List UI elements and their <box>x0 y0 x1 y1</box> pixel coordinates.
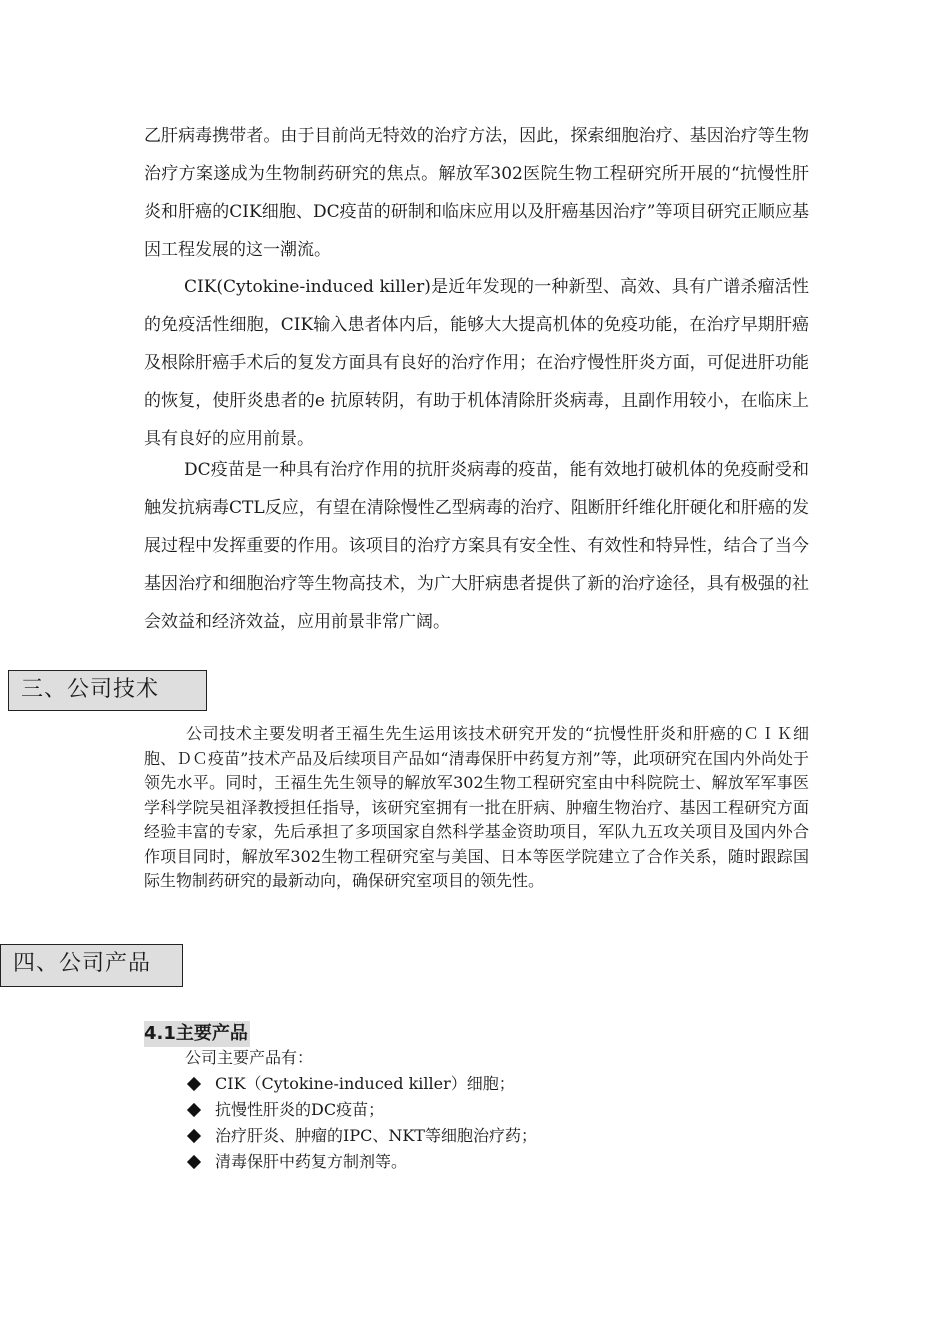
paragraph-dc-vaccine: DC疫苗是一种具有治疗作用的抗肝炎病毒的疫苗，能有效地打破机体的免疫耐受和触发抗病毒CTL反应，有望在清除慢性乙型病毒的治疗、阻断肝纤维化肝硬化和肝癌的发展过程中发挥重要的作用。该项目的治疗方案具有安全性、有效性和特异性，结合了当今基因治疗和细胞治疗等生物高技术，为广大肝病患者提供了新的治疗途径，具有极强的社会效益和经济效益，应用前景非常广阔。 <box>144 460 809 632</box>
diamond-bullet-icon <box>187 1129 201 1143</box>
product-label: 治疗肝炎、肿瘤的IPC、NKT等细胞治疗药； <box>215 1126 537 1145</box>
product-label: 抗慢性肝炎的DC疫苗； <box>215 1100 385 1119</box>
list-item <box>186 1123 537 1149</box>
list-item <box>186 1071 537 1097</box>
product-label: CIK（Cytokine-induced killer）细胞； <box>215 1074 515 1093</box>
diamond-bullet-icon <box>187 1077 201 1091</box>
product-list <box>186 1071 537 1175</box>
diamond-bullet-icon <box>187 1155 201 1169</box>
section-heading-company-products: 四、公司产品 <box>0 944 183 987</box>
paragraph-cik-cells: CIK(Cytokine-induced killer)是近年发现的一种新型、高效、具有广谱杀瘤活性的免疫活性细胞，CIK输入患者体内后，能够大大提高机体的免疫功能，在治疗早期肝癌及根除肝癌手术后的复发方面具有良好的治疗作用；在治疗慢性肝炎方面，可促进肝功能的恢复，使肝炎患者的e 抗原转阴，有助于机体清除肝炎病毒，且副作用较小，在临床上具有良好的应用前景。 <box>144 277 809 449</box>
paragraph-company-technology: 公司技术主要发明者王福生先生运用该技术研究开发的“抗慢性肝炎和肝癌的ＣＩＫ细胞、ＤＣ疫苗”技术产品及后续项目产品如“清毒保肝中药复方剂”等，此项研究在国内外尚处于领先水平。同时，王福生先生领导的解放军302生物工程研究室由中科院院士、解放军军事医学科学院吴祖泽教授担任指导，该研究室拥有一批在肝病、肿瘤生物治疗、基因工程研究方面经验丰富的专家，先后承担了多项国家自然科学基金资助项目，军队九五攻关项目及国内外合作项目同时，解放军302生物工程研究室与美国、日本等医学院建立了合作关系，随时跟踪国际生物制药研究的最新动向，确保研究室项目的领先性。 <box>144 724 809 890</box>
paragraph-hbv-research: 乙肝病毒携带者。由于目前尚无特效的治疗方法，因此，探索细胞治疗、基因治疗等生物治疗方案遂成为生物制药研究的焦点。解放军302医院生物工程研究所开展的“抗慢性肝炎和肝癌的CIK细胞、DC疫苗的研制和临床应用以及肝癌基因治疗”等项目研究正顺应基因工程发展的这一潮流。 <box>144 126 809 260</box>
diamond-bullet-icon <box>187 1103 201 1117</box>
list-item <box>186 1149 537 1175</box>
section-heading-company-technology: 三、公司技术 <box>8 670 207 711</box>
subheading-main-products: 4.1主要产品 <box>144 1021 250 1047</box>
list-item <box>186 1097 537 1123</box>
product-label: 清毒保肝中药复方制剂等。 <box>215 1152 408 1171</box>
products-intro-text: 公司主要产品有： <box>185 1048 314 1067</box>
